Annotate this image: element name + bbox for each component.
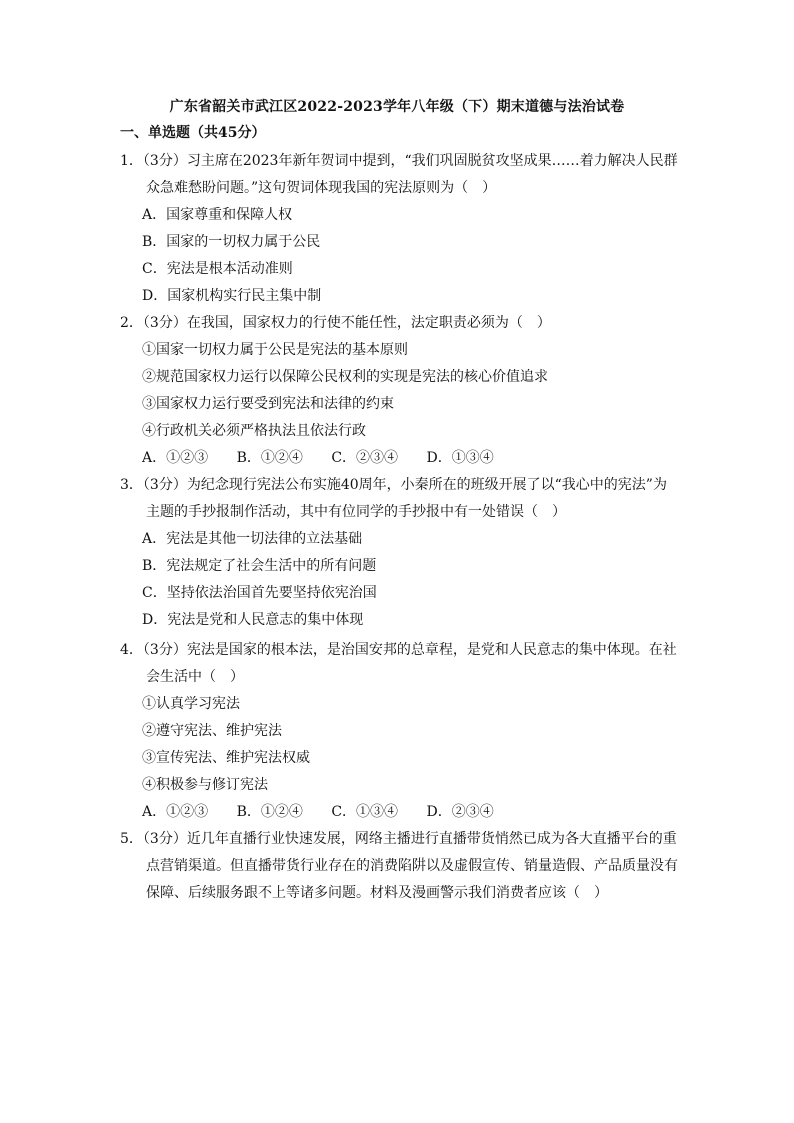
option-d: D．宪法是党和人民意志的集中体现 — [142, 612, 364, 628]
choice-row — [120, 445, 680, 472]
choice-b: B．①②④ — [236, 804, 303, 820]
question-2 — [120, 310, 680, 472]
statement-3: ③宣传宪法、维护宪法权威 — [142, 750, 310, 766]
section-heading: 一、单选题（共45分） — [120, 125, 266, 141]
choice-d: D．②③④ — [426, 804, 494, 820]
question-stem: 5．（3分）近几年直播行业快速发展，网络主播进行直播带货悄然已成为各大直播平台的重点营销渠道。但直播带货行业存在的消费陷阱以及虚假宣传、销量造假、产品质量没有保障、后续服务跟不上等诸多问题。材料及漫画警示我们消费者应该（ ） — [120, 831, 678, 901]
choice-c: C．②③④ — [331, 450, 399, 466]
statement-1: ①认真学习宪法 — [142, 696, 240, 712]
option-d: D．国家机构实行民主集中制 — [142, 288, 322, 304]
question-stem: 1．（3分）习主席在2023年新年贺词中提到，“我们巩固脱贫攻坚成果……着力解决人民群众急难愁盼问题。”这句贺词体现我国的宪法原则为（ ） — [120, 153, 678, 196]
option-a: A．国家尊重和保障人权 — [142, 207, 293, 223]
question-3 — [120, 472, 680, 634]
statement-2: ②遵守宪法、维护宪法 — [142, 723, 282, 739]
statement-1: ①国家一切权力属于公民是宪法的基本原则 — [142, 342, 408, 358]
exam-title: 广东省韶关市武江区2022-2023学年八年级（下）期末道德与法治试卷 — [169, 99, 625, 115]
choice-a: A．①②③ — [142, 450, 209, 466]
choice-a: A．①②③ — [142, 804, 209, 820]
question-5 — [120, 826, 680, 907]
option-b: B．宪法规定了社会生活中的所有问题 — [142, 558, 377, 574]
question-1 — [120, 148, 680, 310]
choice-b: B．①②④ — [236, 450, 303, 466]
choice-c: C．①③④ — [331, 804, 399, 820]
statement-3: ③国家权力运行要受到宪法和法律的约束 — [142, 396, 394, 412]
choice-d: D．①③④ — [426, 450, 494, 466]
statement-4: ④积极参与修订宪法 — [142, 777, 268, 793]
option-a: A．宪法是其他一切法律的立法基础 — [142, 531, 363, 547]
option-c: C．坚持依法治国首先要坚持依宪治国 — [142, 585, 377, 601]
question-stem: 2．（3分）在我国，国家权力的行使不能任性，法定职责必须为（ ） — [120, 315, 551, 331]
statement-2: ②规范国家权力运行以保障公民权利的实现是宪法的核心价值追求 — [142, 369, 548, 385]
question-stem: 3．（3分）为纪念现行宪法公布实施40周年，小秦所在的班级开展了以“我心中的宪法”为主题的手抄报制作活动，其中有位同学的手抄报中有一处错误（ ） — [120, 477, 667, 520]
option-b: B．国家的一切权力属于公民 — [142, 234, 321, 250]
choice-row — [120, 799, 680, 826]
statement-4: ④行政机关必须严格执法且依法行政 — [142, 423, 366, 439]
option-c: C．宪法是根本活动准则 — [142, 261, 293, 277]
question-stem: 4．（3分）宪法是国家的根本法，是治国安邦的总章程，是党和人民意志的集中体现。在社会生活中（ ） — [120, 642, 677, 685]
question-4 — [120, 637, 680, 826]
